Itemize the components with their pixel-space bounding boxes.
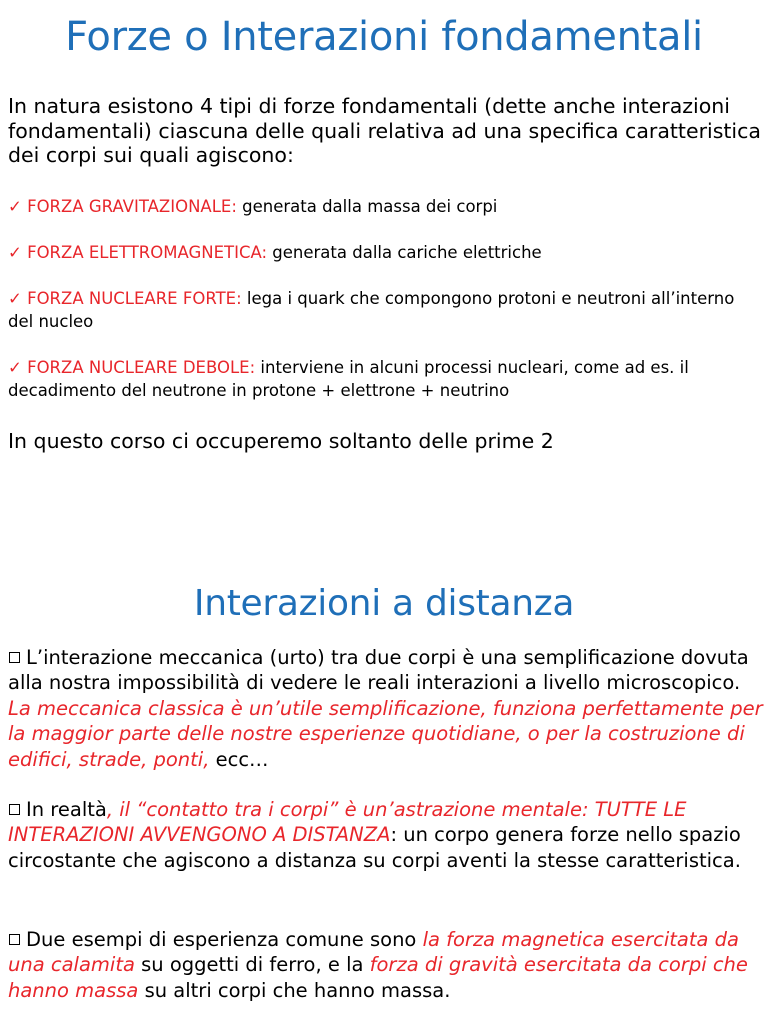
force-label: FORZA GRAVITAZIONALE: bbox=[27, 197, 237, 216]
force-item-weak-nuclear bbox=[8, 356, 764, 402]
text-run: su altri corpi che hanno massa. bbox=[138, 978, 451, 1002]
text-run: Due esempi di esperienza comune sono bbox=[26, 928, 423, 951]
closing-statement: In questo corso ci occuperemo soltanto delle prime 2 bbox=[8, 429, 554, 453]
section-title: Interazioni a distanza bbox=[193, 583, 575, 624]
checkmark-icon: ✓ bbox=[8, 358, 22, 377]
highlight-text: forza di gravità esercitata da corpi che hanno massa bbox=[8, 953, 748, 1002]
highlight-text: la forza magnetica esercitata da una calamita bbox=[8, 928, 739, 977]
checkmark-icon: ✓ bbox=[8, 197, 22, 216]
highlight-text: La meccanica classica è un’utile semplificazione, funziona perfettamente per la maggior parte delle nostre esperienze quotidiane, o per la costruzione di edifici, strade, ponti, bbox=[8, 696, 763, 771]
checkmark-icon: ✓ bbox=[8, 243, 22, 262]
square-bullet-icon bbox=[9, 652, 20, 663]
square-bullet-icon bbox=[9, 804, 20, 815]
text-run: su oggetti di ferro, e la bbox=[134, 953, 370, 977]
bullet-paragraph-contact bbox=[8, 645, 764, 772]
force-description: interviene in alcuni processi nucleari, come ad es. il decadimento del neutrone in protone + elettrone + neutrino bbox=[8, 358, 689, 400]
force-description: generata dalla massa dei corpi bbox=[242, 197, 498, 216]
square-bullet-icon bbox=[9, 934, 20, 945]
bullet-paragraph-distance bbox=[8, 797, 764, 873]
text-run: ecc… bbox=[209, 747, 269, 771]
text-run: In realtà bbox=[26, 798, 107, 821]
force-label: FORZA ELETTROMAGNETICA: bbox=[27, 243, 268, 262]
page-title: Forze o Interazioni fondamentali bbox=[65, 14, 703, 60]
force-item-gravitational bbox=[8, 195, 764, 218]
intro-paragraph: In natura esistono 4 tipi di forze fondamentali (dette anche interazioni fondamentali) ciascuna delle quali relativa ad una specifica caratteristica dei corpi sui quali agiscono: bbox=[8, 94, 761, 167]
highlight-text: , il “contatto tra i corpi” è un’astrazione mentale: TUTTE LE INTERAZIONI AVVENGONO A DISTANZA bbox=[8, 798, 687, 847]
force-item-strong-nuclear bbox=[8, 287, 764, 333]
bullet-paragraph-examples bbox=[8, 927, 764, 1003]
force-item-electromagnetic bbox=[8, 241, 764, 264]
force-label: FORZA NUCLEARE FORTE: bbox=[27, 289, 242, 308]
checkmark-icon: ✓ bbox=[8, 289, 22, 308]
text-run: : un corpo genera forze nello spazio circostante che agiscono a distanza su corpi aventi la stesse caratteristica. bbox=[8, 823, 741, 872]
force-label: FORZA NUCLEARE DEBOLE: bbox=[27, 358, 256, 377]
text-run: L’interazione meccanica (urto) tra due corpi è una semplificazione dovuta alla nostra impossibilità di vedere le reali interazioni a livello microscopico. bbox=[8, 646, 749, 695]
force-description: lega i quark che compongono protoni e neutroni all’interno del nucleo bbox=[8, 289, 735, 331]
force-description: generata dalla cariche elettriche bbox=[272, 243, 542, 262]
